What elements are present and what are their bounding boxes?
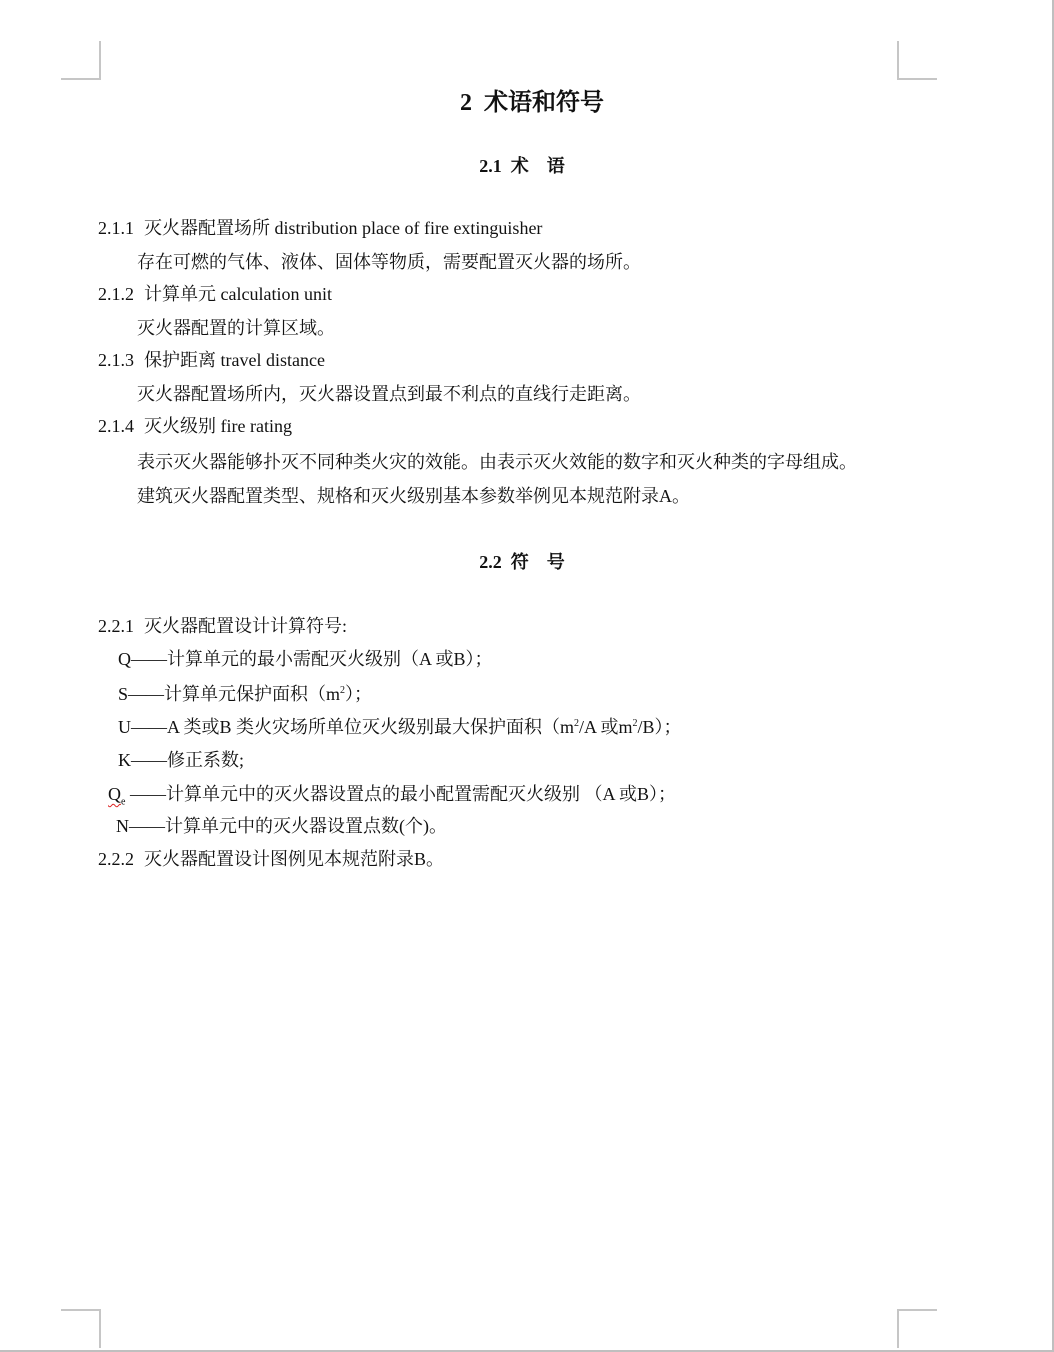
symbol-description-mid: /A 或m bbox=[579, 717, 633, 737]
symbol-definition-qe bbox=[108, 782, 676, 806]
symbol-definition-n bbox=[116, 814, 447, 838]
symbol-definition-u bbox=[118, 715, 682, 739]
symbol: K bbox=[118, 750, 131, 770]
dash: —— bbox=[125, 784, 166, 804]
symbol-description-end: /B）； bbox=[637, 717, 682, 737]
clause-text: 灭火器配置设计图例见本规范附录B。 bbox=[144, 849, 445, 869]
symbol-description: 计算单元中的灭火器设置点数(个)。 bbox=[165, 816, 447, 836]
dash: —— bbox=[128, 684, 165, 704]
symbol-spellcheck-flagged bbox=[108, 782, 125, 806]
dash: —— bbox=[129, 816, 165, 836]
term-name: 灭火器配置场所 distribution place of fire extinguisher bbox=[144, 218, 543, 238]
symbol-description: 计算单元保护面积（m bbox=[164, 684, 341, 704]
symbol: Q bbox=[108, 784, 121, 804]
term-name: 计算单元 calculation unit bbox=[144, 284, 332, 304]
crop-mark-top-left bbox=[61, 41, 101, 80]
term-heading bbox=[98, 216, 542, 240]
section-title-terms bbox=[0, 152, 1044, 178]
term-number: 2.1.3 bbox=[98, 350, 134, 370]
section-number: 2.2 bbox=[479, 552, 502, 572]
section-number: 2.1 bbox=[479, 156, 502, 176]
symbol-definition-k bbox=[118, 748, 244, 772]
symbol: S bbox=[118, 684, 129, 704]
chapter-title-text: 术语和符号 bbox=[484, 90, 604, 116]
section-title-text: 符 号 bbox=[510, 552, 565, 572]
term-number: 2.1.1 bbox=[98, 218, 134, 238]
term-name: 保护距离 travel distance bbox=[144, 350, 325, 370]
term-definition: 表示灭火器能够扑灭不同种类火灾的效能。由表示灭火效能的数字和灭火种类的字母组成。 bbox=[137, 452, 857, 472]
crop-mark-top-right bbox=[897, 41, 937, 80]
term-heading bbox=[98, 282, 332, 306]
clause-heading bbox=[98, 614, 347, 638]
symbol-description: 计算单元的最小需配灭火级别（A 或B）； bbox=[167, 649, 493, 669]
crop-mark-bottom-right bbox=[897, 1309, 937, 1348]
clause-number: 2.2.1 bbox=[98, 616, 134, 636]
chapter-number: 2 bbox=[460, 90, 472, 116]
term-name: 灭火级别 fire rating bbox=[144, 416, 292, 436]
symbol: Q bbox=[118, 649, 131, 669]
symbol-definition-q bbox=[118, 647, 493, 671]
symbol-description: A 类或B 类火灾场所单位灭火级别最大保护面积（m bbox=[167, 717, 575, 737]
subscript: e bbox=[121, 796, 126, 808]
superscript: 2 bbox=[574, 718, 580, 729]
term-heading bbox=[98, 348, 325, 372]
crop-mark-bottom-left bbox=[61, 1309, 101, 1348]
superscript: 2 bbox=[340, 685, 346, 696]
dash: —— bbox=[131, 750, 167, 770]
symbol: U bbox=[118, 717, 131, 737]
term-heading bbox=[98, 414, 292, 438]
section-title-text: 术 语 bbox=[510, 156, 565, 176]
superscript: 2 bbox=[632, 718, 638, 729]
term-definition: 存在可燃的气体、液体、固体等物质，需要配置灭火器的场所。 bbox=[137, 252, 641, 272]
clause-text: 灭火器配置设计计算符号: bbox=[144, 616, 347, 636]
clause-number: 2.2.2 bbox=[98, 849, 134, 869]
symbol-description: 修正系数; bbox=[167, 750, 245, 770]
dash: —— bbox=[131, 717, 167, 737]
chapter-title bbox=[0, 82, 1054, 117]
term-number: 2.1.2 bbox=[98, 284, 134, 304]
dash: —— bbox=[131, 649, 167, 669]
symbol-description-end: ）； bbox=[345, 684, 373, 704]
term-note: 建筑灭火器配置类型、规格和灭火级别基本参数举例见本规范附录A。 bbox=[137, 486, 690, 506]
symbol: N bbox=[116, 816, 129, 836]
symbol-definition-s bbox=[118, 682, 372, 706]
symbol-description: 计算单元中的灭火器设置点的最小配置需配灭火级别 （A 或B）； bbox=[165, 784, 676, 804]
term-number: 2.1.4 bbox=[98, 416, 134, 436]
section-title-symbols bbox=[0, 548, 1044, 574]
term-definition: 灭火器配置场所内，灭火器设置点到最不利点的直线行走距离。 bbox=[137, 384, 641, 404]
term-definition: 灭火器配置的计算区域。 bbox=[137, 318, 335, 338]
clause-heading bbox=[98, 847, 444, 871]
